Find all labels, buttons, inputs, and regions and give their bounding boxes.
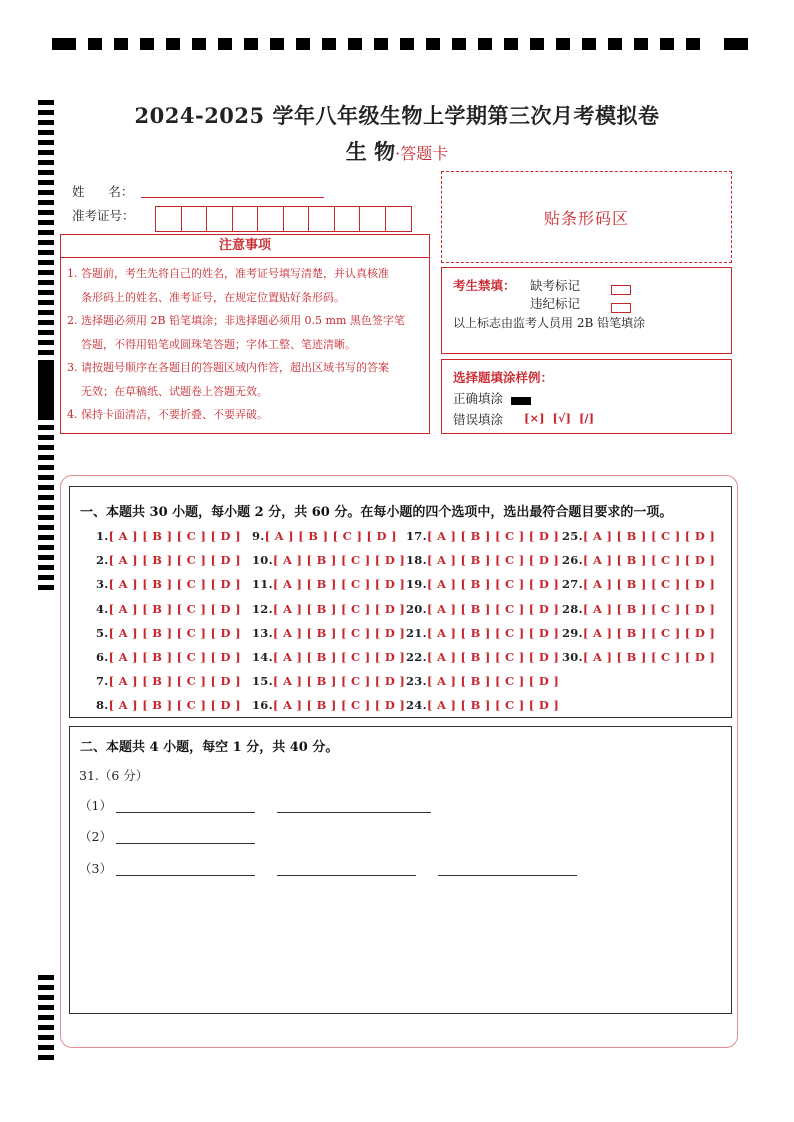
notes-box bbox=[60, 258, 430, 434]
question-number: 14. bbox=[252, 650, 273, 664]
answer-options[interactable]: [ A ] [ B ] [ C ] [ D ] bbox=[108, 577, 241, 592]
id-digit-box[interactable] bbox=[360, 207, 386, 231]
barcode-label: 贴条形码区 bbox=[543, 208, 629, 228]
timing-mark bbox=[38, 1055, 54, 1060]
absent-mark-label: 缺考标记 bbox=[530, 278, 581, 293]
timing-mark bbox=[348, 38, 362, 50]
mcq-question[interactable] bbox=[562, 602, 715, 616]
question-number: 1. bbox=[96, 529, 109, 543]
subject-title bbox=[0, 136, 794, 166]
timing-mark bbox=[38, 260, 54, 265]
timing-mark bbox=[38, 375, 54, 380]
question-31-label: 31.（6 分） bbox=[79, 768, 149, 783]
answer-options[interactable]: [ A ] [ B ] [ C ] [ D ] bbox=[426, 674, 560, 689]
mcq-question[interactable] bbox=[406, 577, 559, 591]
note-line: 2. 选择题必须用 2B 铅笔填涂；非选择题必须用 0.5 mm 黑色签字笔 bbox=[67, 314, 405, 327]
note-line: 条形码上的姓名、准考证号，在规定位置贴好条形码。 bbox=[67, 290, 345, 304]
answer-options[interactable]: [ A ] [ B ] [ C ] [ D ] bbox=[426, 601, 560, 616]
question-number: 22. bbox=[406, 650, 427, 664]
question-number: 4. bbox=[96, 601, 109, 616]
question-number: 15. bbox=[252, 674, 273, 689]
id-digit-box[interactable] bbox=[233, 207, 259, 231]
answer-options[interactable]: [ A ] [ B ] [ C ] [ D ] bbox=[108, 601, 241, 616]
answer-options[interactable]: [ A ] [ B ] [ C ] [ D ] bbox=[108, 553, 241, 568]
timing-mark bbox=[504, 38, 518, 50]
question-number: 27. bbox=[562, 577, 583, 592]
answer-blank[interactable] bbox=[116, 874, 255, 876]
timing-mark bbox=[38, 1025, 54, 1030]
answer-options[interactable]: [ A ] [ B ] [ C ] [ D ] bbox=[426, 529, 560, 543]
mcq-question[interactable] bbox=[96, 553, 241, 567]
question-number: 11. bbox=[252, 577, 273, 592]
timing-mark bbox=[38, 465, 54, 470]
id-digit-box[interactable] bbox=[182, 207, 208, 231]
id-digit-box[interactable] bbox=[284, 207, 310, 231]
mcq-question[interactable] bbox=[96, 577, 241, 591]
timing-mark bbox=[38, 230, 54, 235]
timing-mark bbox=[38, 565, 54, 570]
timing-mark bbox=[38, 975, 54, 980]
id-digit-box[interactable] bbox=[258, 207, 284, 231]
timing-mark bbox=[38, 180, 54, 185]
timing-mark bbox=[192, 38, 206, 50]
timing-mark bbox=[38, 170, 54, 175]
timing-mark bbox=[38, 200, 54, 205]
question-number: 8. bbox=[96, 698, 109, 713]
id-label: 准考证号： bbox=[72, 208, 135, 223]
answer-options[interactable]: [ A ] [ B ] [ C ] [ D ] bbox=[272, 650, 406, 664]
timing-mark bbox=[38, 425, 54, 430]
timing-mark bbox=[478, 38, 492, 50]
mcq-question[interactable] bbox=[96, 698, 241, 712]
answer-blank[interactable] bbox=[277, 811, 431, 813]
mcq-question[interactable] bbox=[406, 650, 559, 664]
mcq-question[interactable] bbox=[96, 626, 241, 640]
answer-options[interactable]: [ A ] [ B ] [ C ] [ D ] bbox=[272, 577, 406, 592]
timing-mark bbox=[244, 38, 258, 50]
timing-mark bbox=[582, 38, 596, 50]
timing-mark bbox=[38, 1035, 54, 1040]
timing-mark bbox=[38, 535, 54, 540]
answer-options[interactable]: [ A ] [ B ] [ C ] [ D ] bbox=[582, 601, 716, 616]
answer-options[interactable]: [ A ] [ B ] [ C ] [ D ] bbox=[272, 601, 406, 616]
answer-options[interactable]: [ A ] [ B ] [ C ] [ D ] bbox=[582, 577, 716, 592]
timing-mark bbox=[38, 320, 54, 325]
note-line: 4. 保持卡面清洁，不要折叠、不要弄破。 bbox=[67, 408, 268, 421]
answer-options[interactable]: [ A ] [ B ] [ C ] [ D ] bbox=[108, 625, 241, 640]
section-fill-in bbox=[69, 726, 732, 1014]
section1-heading: 一、本题共 30 小题，每小题 2 分，共 60 分。在每小题的四个选项中，选出最符合题目要求的一项。 bbox=[80, 505, 673, 520]
question-number: 24. bbox=[406, 698, 427, 713]
timing-mark bbox=[52, 38, 76, 50]
question-number: 19. bbox=[406, 577, 427, 592]
timing-mark bbox=[530, 38, 544, 50]
id-digit-box[interactable] bbox=[386, 207, 412, 231]
forbidden-note: 以上标志由监考人员用 2B 铅笔填涂 bbox=[453, 316, 646, 330]
timing-mark bbox=[38, 1015, 54, 1020]
mcq-question[interactable] bbox=[252, 529, 397, 543]
answer-options[interactable]: [ A ] [ B ] [ C ] [ D ] bbox=[272, 698, 406, 713]
answer-blank[interactable] bbox=[116, 811, 255, 813]
answer-options[interactable]: [ A ] [ B ] [ C ] [ D ] bbox=[264, 529, 397, 543]
mcq-question[interactable] bbox=[252, 674, 405, 688]
question-number: 10. bbox=[252, 553, 273, 568]
timing-mark bbox=[296, 38, 310, 50]
answer-options[interactable]: [ A ] [ B ] [ C ] [ D ] bbox=[108, 529, 241, 543]
timing-mark bbox=[38, 445, 54, 450]
timing-mark bbox=[218, 38, 232, 50]
mcq-question[interactable] bbox=[252, 650, 405, 664]
timing-mark bbox=[38, 270, 54, 275]
mcq-question[interactable] bbox=[252, 577, 405, 591]
timing-mark bbox=[608, 38, 622, 50]
timing-mark bbox=[114, 38, 128, 50]
top-timing-marks bbox=[52, 38, 748, 52]
timing-mark bbox=[38, 415, 54, 420]
timing-mark bbox=[38, 545, 54, 550]
wrong-fill-label: 错误填涂 bbox=[453, 412, 504, 427]
question-number: 7. bbox=[96, 674, 109, 689]
mcq-question[interactable] bbox=[562, 577, 715, 591]
timing-mark bbox=[38, 515, 54, 520]
answer-options[interactable]: [ A ] [ B ] [ C ] [ D ] bbox=[272, 553, 406, 568]
timing-mark bbox=[38, 505, 54, 510]
question-number: 5. bbox=[96, 625, 109, 640]
note-line: 1. 答题前，考生先将自己的姓名，准考证号填写清楚，并认真核准 bbox=[67, 267, 389, 280]
mcq-question[interactable] bbox=[562, 553, 715, 567]
timing-mark bbox=[38, 330, 54, 335]
timing-mark bbox=[38, 310, 54, 315]
timing-mark bbox=[166, 38, 180, 50]
question-number: 20. bbox=[406, 601, 427, 616]
mcq-question[interactable] bbox=[562, 529, 715, 543]
id-digit-box[interactable] bbox=[335, 207, 361, 231]
mcq-question[interactable] bbox=[406, 698, 559, 712]
question-number: 2. bbox=[96, 553, 109, 568]
timing-mark bbox=[400, 38, 414, 50]
timing-mark bbox=[38, 555, 54, 560]
mcq-question[interactable] bbox=[562, 650, 715, 664]
name-field[interactable] bbox=[141, 196, 324, 198]
part-1-label: （1） bbox=[79, 798, 112, 813]
question-number: 16. bbox=[252, 698, 273, 713]
mcq-question[interactable] bbox=[252, 626, 405, 640]
answer-options[interactable]: [ A ] [ B ] [ C ] [ D ] bbox=[426, 577, 560, 592]
mcq-question[interactable] bbox=[406, 553, 559, 567]
timing-mark bbox=[88, 38, 102, 50]
answer-options[interactable]: [ A ] [ B ] [ C ] [ D ] bbox=[108, 650, 241, 664]
timing-mark bbox=[38, 240, 54, 245]
correct-fill-label: 正确填涂 bbox=[453, 391, 504, 406]
timing-mark bbox=[38, 210, 54, 215]
question-number: 25. bbox=[562, 529, 583, 543]
mcq-question[interactable] bbox=[96, 602, 241, 616]
notes-heading: 注意事项 bbox=[60, 234, 430, 258]
mcq-question[interactable] bbox=[562, 626, 715, 640]
answer-options[interactable]: [ A ] [ B ] [ C ] [ D ] bbox=[426, 650, 560, 664]
note-line: 无效；在草稿纸、试题卷上答题无效。 bbox=[67, 384, 268, 398]
timing-mark bbox=[38, 575, 54, 580]
part-2-label: （2） bbox=[79, 829, 112, 844]
note-line: 答题，不得用铅笔或圆珠笔答题；字体工整、笔迹清晰。 bbox=[67, 337, 356, 351]
timing-mark bbox=[426, 38, 440, 50]
mcq-question[interactable] bbox=[406, 602, 559, 616]
timing-mark bbox=[38, 405, 54, 410]
answer-blank[interactable] bbox=[277, 874, 416, 876]
question-number: 12. bbox=[252, 601, 273, 616]
timing-mark bbox=[38, 495, 54, 500]
question-number: 30. bbox=[562, 650, 583, 664]
question-number: 3. bbox=[96, 577, 109, 592]
answer-blank[interactable] bbox=[116, 842, 255, 844]
answer-options[interactable]: [ A ] [ B ] [ C ] [ D ] bbox=[582, 529, 716, 543]
timing-mark bbox=[38, 300, 54, 305]
timing-mark bbox=[38, 485, 54, 490]
mcq-question[interactable] bbox=[96, 674, 241, 688]
id-number-boxes[interactable] bbox=[155, 206, 412, 232]
timing-mark bbox=[38, 130, 54, 135]
timing-mark bbox=[38, 365, 54, 370]
question-number: 23. bbox=[406, 674, 427, 689]
answer-options[interactable]: [ A ] [ B ] [ C ] [ D ] bbox=[272, 674, 406, 689]
timing-mark bbox=[38, 350, 54, 355]
sample-label: 选择题填涂样例： bbox=[453, 370, 554, 385]
mcq-question[interactable] bbox=[406, 626, 559, 640]
mcq-question[interactable] bbox=[252, 553, 405, 567]
question-number: 29. bbox=[562, 625, 583, 640]
timing-mark bbox=[634, 38, 648, 50]
timing-mark bbox=[556, 38, 570, 50]
id-digit-box[interactable] bbox=[207, 207, 233, 231]
timing-mark bbox=[38, 395, 54, 400]
forbidden-label: 考生禁填： bbox=[453, 278, 516, 293]
timing-mark bbox=[38, 1005, 54, 1010]
answer-options[interactable]: [ A ] [ B ] [ C ] [ D ] bbox=[426, 625, 560, 640]
question-number: 9. bbox=[252, 529, 265, 543]
timing-mark bbox=[374, 38, 388, 50]
answer-options[interactable]: [ A ] [ B ] [ C ] [ D ] bbox=[426, 698, 560, 713]
mcq-question[interactable] bbox=[252, 602, 405, 616]
mcq-question[interactable] bbox=[96, 650, 241, 664]
page-title: 2024-2025 学年八年级生物上学期第三次月考模拟卷 bbox=[134, 103, 660, 128]
mcq-question[interactable] bbox=[406, 529, 559, 543]
answer-options[interactable]: [ A ] [ B ] [ C ] [ D ] bbox=[108, 674, 241, 689]
timing-mark bbox=[686, 38, 700, 50]
timing-mark bbox=[38, 995, 54, 1000]
timing-mark bbox=[140, 38, 154, 50]
barcode-area bbox=[441, 171, 732, 263]
timing-mark bbox=[38, 250, 54, 255]
timing-mark bbox=[270, 38, 284, 50]
part-3-label: （3） bbox=[79, 861, 112, 876]
answer-options[interactable]: [ A ] [ B ] [ C ] [ D ] bbox=[582, 650, 716, 664]
question-number: 18. bbox=[406, 553, 427, 568]
timing-mark bbox=[724, 38, 748, 50]
sheet-type-label: ·答题卡 bbox=[395, 144, 449, 163]
wrong-fill-examples: [×] [√] [/] bbox=[524, 411, 595, 425]
answer-blank[interactable] bbox=[438, 874, 577, 876]
timing-mark bbox=[38, 385, 54, 390]
timing-mark bbox=[38, 190, 54, 195]
answer-options[interactable]: [ A ] [ B ] [ C ] [ D ] bbox=[426, 553, 560, 568]
timing-mark bbox=[38, 1045, 54, 1050]
answer-options[interactable]: [ A ] [ B ] [ C ] [ D ] bbox=[582, 625, 716, 640]
timing-mark bbox=[38, 220, 54, 225]
timing-mark bbox=[38, 280, 54, 285]
question-number: 17. bbox=[406, 529, 427, 543]
mcq-question[interactable] bbox=[252, 698, 405, 712]
question-number: 6. bbox=[96, 650, 109, 664]
id-digit-box[interactable] bbox=[309, 207, 335, 231]
timing-mark bbox=[38, 985, 54, 990]
section2-heading: 二、本题共 4 小题，每空 1 分，共 40 分。 bbox=[80, 740, 339, 755]
answer-options[interactable]: [ A ] [ B ] [ C ] [ D ] bbox=[108, 698, 241, 713]
timing-mark bbox=[38, 340, 54, 345]
absent-mark-box[interactable] bbox=[611, 279, 631, 298]
timing-mark bbox=[38, 435, 54, 440]
answer-options[interactable]: [ A ] [ B ] [ C ] [ D ] bbox=[582, 553, 716, 568]
note-line: 3. 请按题号顺序在各题目的答题区域内作答，超出区域书写的答案 bbox=[67, 361, 389, 374]
timing-mark bbox=[452, 38, 466, 50]
timing-mark bbox=[38, 475, 54, 480]
timing-mark bbox=[660, 38, 674, 50]
violation-mark-label: 违纪标记 bbox=[530, 296, 581, 311]
subject-name: 生 物 bbox=[345, 139, 396, 164]
correct-fill-example bbox=[511, 390, 531, 409]
name-label: 姓 名： bbox=[72, 184, 134, 199]
question-number: 13. bbox=[252, 625, 273, 640]
section-multiple-choice bbox=[69, 486, 732, 718]
timing-mark bbox=[38, 525, 54, 530]
answer-options[interactable]: [ A ] [ B ] [ C ] [ D ] bbox=[272, 625, 406, 640]
timing-mark bbox=[38, 585, 54, 590]
timing-mark bbox=[322, 38, 336, 50]
timing-mark bbox=[38, 455, 54, 460]
id-digit-box[interactable] bbox=[156, 207, 182, 231]
fill-sample-box bbox=[441, 359, 732, 434]
examinee-forbidden-box bbox=[441, 267, 732, 354]
timing-mark bbox=[38, 290, 54, 295]
mcq-question[interactable] bbox=[96, 529, 241, 543]
question-number: 21. bbox=[406, 625, 427, 640]
question-number: 28. bbox=[562, 601, 583, 616]
mcq-question[interactable] bbox=[406, 674, 559, 688]
question-number: 26. bbox=[562, 553, 583, 568]
